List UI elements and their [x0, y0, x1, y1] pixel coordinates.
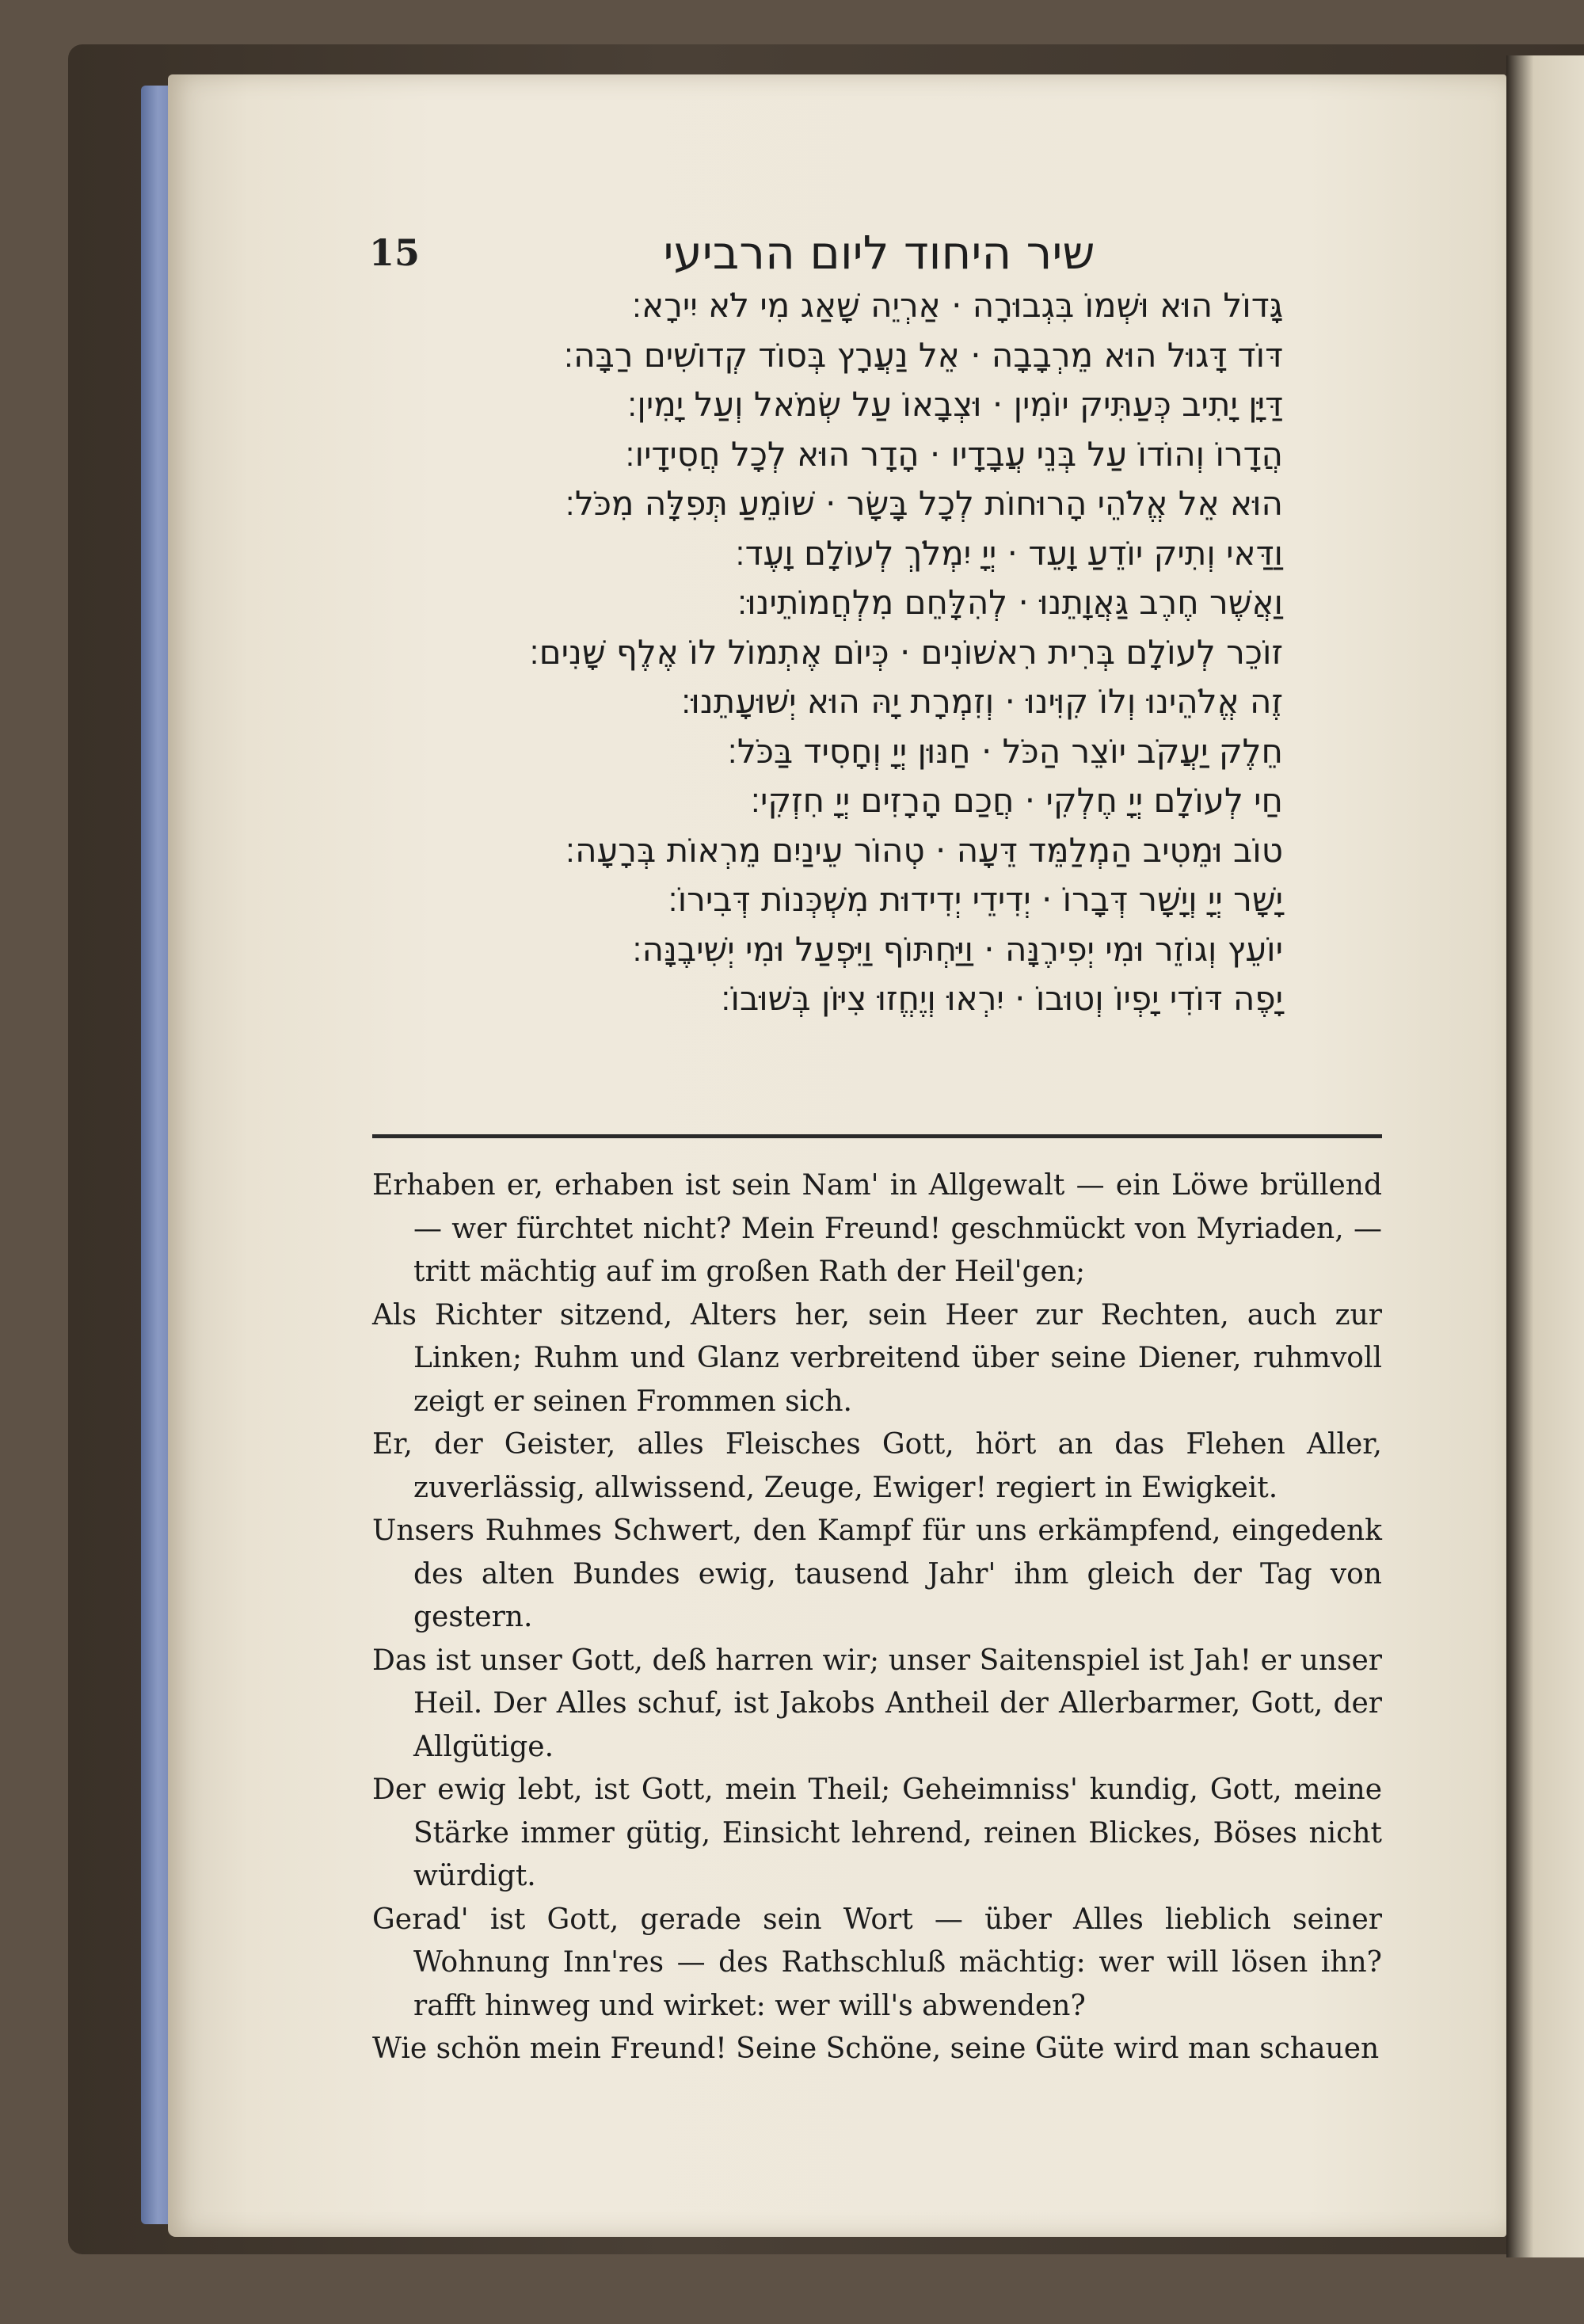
- hebrew-line: הֲדָרוֹ וְהוֹדוֹ עַל בְּנֵי עֲבָדָיו · הָדָר הוּא לְכָל חֲסִידָיו׃: [625, 434, 1283, 474]
- hebrew-verse-block: [372, 281, 1283, 1024]
- hebrew-line: זוֹכֵר לְעוֹלָם בְּרִית רִאשׁוֹנִים · כְּיוֹם אֶתְמוֹל לוֹ אֶלֶף שָׁנִים׃: [529, 632, 1283, 672]
- hebrew-line: גָּדוֹל הוּא וּשְׁמוֹ בִּגְבוּרָה · אַרְיֵה שָׁאַג מִי לֹא יִירָא׃: [631, 286, 1283, 325]
- hebrew-line: טוֹב וּמֵטִיב הַמְלַמֵּד דֵּעָה · טְהוֹר עֵינַיִם מֵרְאוֹת בְּרָעָה׃: [565, 830, 1283, 870]
- hebrew-line: וַאֲשֶׁר חֶרֶב גַּאֲוָתֵנוּ · לְהִלָּחֵם מִלְחֲמוֹתֵינוּ׃: [737, 583, 1283, 622]
- section-divider: [372, 1134, 1382, 1138]
- hebrew-line: דּוֹד דָּגוּל הוּא מֵרְבָבָה · אֵל נַעֲרָץ בְּסוֹד קְדוֹשִׁים רַבָּה׃: [563, 335, 1283, 375]
- german-paragraph: Unsers Ruhmes Schwert, den Kampf für uns erkämpfend, eingedenk des alten Bundes ewig, tausend Jahr' ihm gleich der Tag von gestern.: [372, 1514, 1382, 1633]
- german-paragraph: Das ist unser Gott, deß harren wir; unser Saitenspiel ist Jah! er unser Heil. Der Alles schuf, ist Jakobs Antheil der Allerbarmer, Gott, der Allgütige.: [372, 1644, 1382, 1763]
- hebrew-line: יָשָׁר יְיָ וְיָשָׁר דְּבָרוֹ · יְדִידֵי יְדִידוּת מִשְׁכְּנוֹת דְּבִירוֹ׃: [668, 880, 1283, 919]
- hebrew-line: הוּא אֵל אֱלֹהֵי הָרוּחוֹת לְכָל בָּשָׂר · שׁוֹמֵעַ תְּפִלָּה מִכֹּל׃: [565, 484, 1283, 523]
- hebrew-line: חַי לְעוֹלָם יְיָ חֶלְקִי · חֲכַם הָרָזִים יְיָ חִזְקִי׃: [750, 781, 1283, 820]
- hebrew-line: וַדַּאי וְתִיק יוֹדֵעַ וָעֵד · יְיָ יִמְלֹךְ לְעוֹלָם וָעֶד׃: [735, 533, 1283, 573]
- german-paragraph: Wie schön mein Freund! Seine Schöne, seine Güte wird man schauen: [372, 2033, 1380, 2065]
- hebrew-line: יוֹעֵץ וְגוֹזֵר וּמִי יְפִירֶנָּה · וַיַּחְתּוֹף וַיִּפְעַל וּמִי יְשִׁיבֶנָּה׃: [632, 929, 1283, 969]
- german-paragraph: Er, der Geister, alles Fleisches Gott, hört an das Flehen Aller, zuverlässig, allwissend, Zeuge, Ewiger! regiert in Ewigkeit.: [372, 1428, 1382, 1504]
- hebrew-title: שיר היחוד ליום הרביעי: [663, 226, 1095, 280]
- german-paragraph: Gerad' ist Gott, gerade sein Wort — über Alles lieblich seiner Wohnung Inn'res — des Rathschluß mächtig: wer will lösen ihn? rafft hinweg und wirket: wer will's abwenden?: [372, 1903, 1382, 2022]
- hebrew-line: יָפֶה דּוֹדִי יָפְיוֹ וְטוּבוֹ · יִרְאוּ וְיֶחֱזוּ צִיּוֹן בְּשׁוּבוֹ׃: [721, 979, 1283, 1018]
- hebrew-line: חֵלֶק יַעֲקֹב יוֹצֵר הַכֹּל · חַנּוּן יְיָ וְחָסִיד בַּכֹּל׃: [727, 731, 1283, 771]
- german-paragraph: Erhaben er, erhaben ist sein Nam' in Allgewalt — ein Löwe brüllend — wer fürchtet nicht? Mein Freund! geschmückt von Myriaden, — tritt mächtig auf im großen Rath der Heil'gen;: [372, 1169, 1382, 1288]
- hebrew-line: זֶה אֱלֹהֵינוּ וְלוֹ קִוִּינוּ · וְזִמְרָת יָהּ הוּא יְשׁוּעָתֵנוּ׃: [681, 682, 1283, 721]
- hebrew-line: דַּיָּן יָתִיב כְּעַתִּיק יוֹמִין · וּצְבָאוֹ עַל שְׂמֹאל וְעַל יָמִין׃: [627, 385, 1283, 424]
- facing-page-edge: [1506, 55, 1584, 2257]
- german-translation-block: [372, 1164, 1382, 2071]
- german-paragraph: Der ewig lebt, ist Gott, mein Theil; Geheimniss' kundig, Gott, meine Stärke immer gütig, Einsicht lehrend, reinen Blickes, Böses nicht würdigt.: [372, 1773, 1382, 1892]
- german-paragraph: Als Richter sitzend, Alters her, sein Heer zur Rechten, auch zur Linken; Ruhm und Glanz verbreitend über seine Diener, ruhmvoll zeigt er seinen Frommen sich.: [372, 1298, 1382, 1418]
- page-number: 15: [369, 231, 421, 274]
